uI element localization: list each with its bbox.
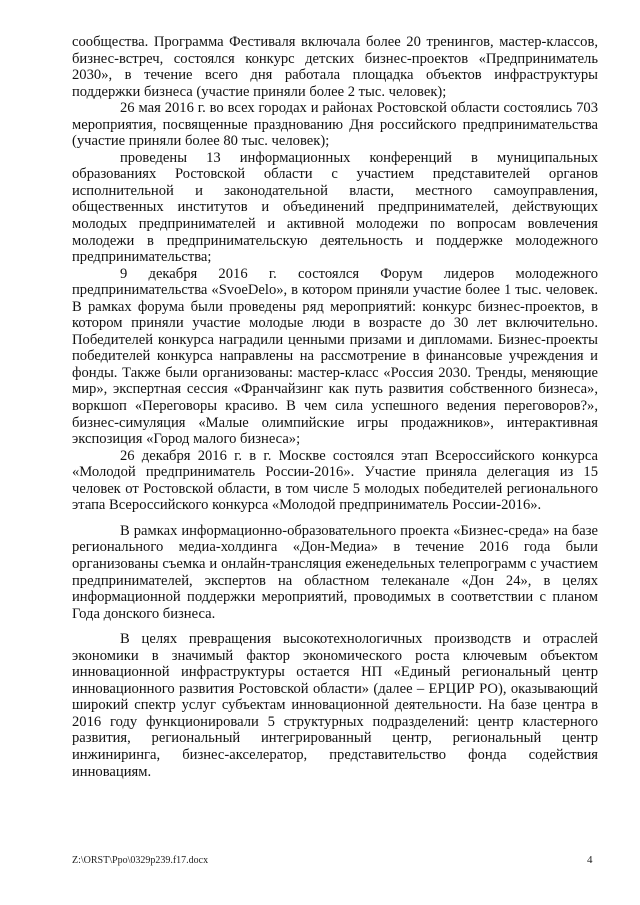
paragraph-moscow-contest: 26 декабря 2016 г. в г. Москве состоялся этап Всероссийского конкурса «Молодой предприниматель России-2016». Участие приняла делегация из 15 человек от Ростовской области, в том числе 5 молодых победителей регионального этапа Всероссийского конкурса «Молодой предприниматель России-2016».: [72, 447, 598, 514]
paragraph-svoedelo-forum: 9 декабря 2016 г. состоялся Форум лидеров молодежного предпринимательства «SvoeDelo», в котором приняли участие более 1 тыс. человек. В рамках форума были проведены ряд мероприятий: конкурс бизнес-проектов, в котором приняли участие молодые люди в возрасте до 30 лет включительно. Победителей конкурса наградили ценными призами и дипломами. Бизнес-проекты победителей конкурса направлены на рассмотрение в финансовые учреждения и фонды. Также были организованы: мастер-класс «Россия 2030. Тренды, меняющие мир», экспертная сессия «Франчайзинг как путь развития собственного бизнеса», воркшоп «Переговоры красиво. В чем сила успешного ведения переговоров?», бизнес-симуляция «Малые олимпийские игры продажников», интерактивная экспозиция «Город малого бизнеса»;: [72, 265, 598, 448]
paragraph-conferences: проведены 13 информационных конференций в муниципальных образованиях Ростовской области с участием представителей органов исполнительной и законодательной власти, местного самоуправления, общественных институтов и объединений предпринимателей, действующих молодых предпринимателей и активной молодежи по вопросам вовлечения молодежи в предпринимательскую деятельность и поддержке молодежного предпринимательства;: [72, 149, 598, 266]
paragraph-festival-continuation: сообщества. Программа Фестиваля включала более 20 тренингов, мастер-классов, бизнес-встреч, состоялся конкурс детских бизнес-проектов «Предприниматель 2030», в течение всего дня работала площадка объектов инфраструктуры поддержки бизнеса (участие приняли более 2 тыс. человек);: [72, 34, 598, 100]
paragraph-innovation-center: В целях превращения высокотехнологичных производств и отраслей экономики в значимый фактор экономического роста ключевым объектом инновационной инфраструктуры остается НП «Единый региональный центр инновационного развития Ростовской области» (далее – ЕРЦИР РО), оказывающий широкий спектр услуг субъектам инновационной деятельности. На базе центра в 2016 году функционировали 5 структурных подразделений: центр кластерного развития, региональный интегрированный центр, региональный центр инжиниринга, бизнес-акселератор, представительство фонда содействия инновациям.: [72, 631, 598, 780]
paragraph-may-26: 26 мая 2016 г. во всех городах и районах Ростовской области состоялись 703 мероприятия, посвященные празднованию Дня российского предпринимательства (участие приняли более 80 тыс. человек);: [72, 100, 598, 150]
page-number: 4: [587, 854, 593, 866]
paragraph-business-sreda: В рамках информационно-образовательного проекта «Бизнес-среда» на базе регионального медиа-холдинга «Дон-Медиа» в течение 2016 года были организованы съемка и онлайн-трансляция еженедельных телепрограмм с участием предпринимателей, экспертов на областном телеканале «Дон 24», в целях информационной поддержки мероприятий, проводимых в соответствии с планом Года донского бизнеса.: [72, 522, 598, 622]
document-body: [72, 34, 598, 780]
footer-file-path: Z:\ORST\Ppo\0329p239.f17.docx: [72, 855, 209, 866]
